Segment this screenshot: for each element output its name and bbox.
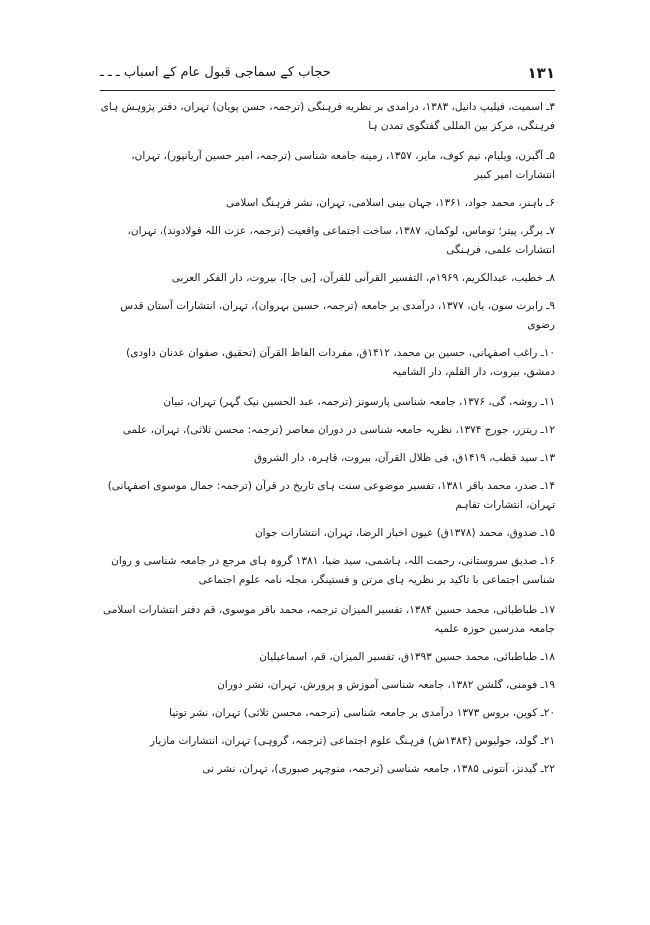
running-title: حجاب کے سماجی قبول عام کے اسباب ـ ـ ـ: [100, 65, 331, 80]
reference-item: ۶ـ باہنر، محمد جواد، ۱۳۶۱، جہان بینی اسلامی، تہران، نشر فرہنگ اسلامی: [225, 197, 555, 209]
reference-item: ۲۰ـ کوین، بروس ۱۳۷۳ درآمدی بر جامعہ شناسی (ترجمہ، محسن ثلاثی) تہران، نشر توتیا: [169, 707, 555, 719]
reference-item: ۱۷ـ طباطبائی، محمد حسین ۱۳۸۴، تفسیر المیزان ترجمہ، محمد باقر موسوی، قم دفتر انتشارات اسلامی جامعہ مدرسین حوزہ علمیہ: [103, 604, 555, 635]
reference-item: ۲۱ـ گولد، جولیوس (۱۳۸۴ش) فرہنگ علوم اجتماعی (ترجمہ، گروہی) تہران، انتشارات مازیار: [150, 735, 555, 747]
reference-item: ۱۸ـ طباطبائی، محمد حسین ۱۳۹۳ق، تفسیر المیزان، قم، اسماعیلیان: [259, 651, 555, 663]
header-rule: [100, 90, 555, 91]
reference-item: ۸ـ خطیب، عبدالکریم، ۱۹۶۹م، التفسیر القرآنی للقرآن، [بی جا]، بیروت، دار الفکر العربی: [171, 272, 555, 284]
reference-item: ۱۵ـ صدوق، محمد (۱۳۷۸ق) عیون اخبار الرضا، تہران، انتشارات جوان: [254, 527, 555, 539]
reference-list: [100, 98, 555, 779]
reference-item: ۱۰ـ راغب اصفہانی، حسین بن محمد، ۱۴۱۲ق، مفردات الفاظ القرآن (تحقیق، صفوان عدنان داودی) دمشق، بیروت، دار القلم، دار الشامیہ: [126, 347, 555, 378]
page-number: ۱۳۱: [527, 64, 555, 82]
reference-item: ۷ـ برگر، پیتر؛ توماس، لوکمان، ۱۳۸۷، ساخت اجتماعی واقعیت (ترجمہ، عزت اللہ فولادوند)، تہران، انتشارات علمی، فرہنگی: [127, 225, 555, 256]
reference-item: ۱۲ـ ریتزر، جورج ۱۳۷۴، نظریہ جامعہ شناسی در دوران معاصر (ترجمہ: محسن ثلاثی)، تہران، علمی: [122, 424, 555, 436]
reference-item: ۵ـ آگبرن، ویلیام، نیم کوف، مایر، ۱۳۵۷، زمینه جامعه شناسی (ترجمہ، امیر حسین آریانپور)، تہران، انتشارات امیر کبیر: [131, 150, 555, 181]
reference-item: ۹ـ رابرت سون، یان، ۱۳۷۷، درآمدی بر جامعه (ترجمہ، حسین بہروان)، تہران، انتشارات آستان قدس رضوی: [120, 300, 555, 331]
reference-item: ۱۹ـ فومنی، گلشن ۱۳۸۲، جامعہ شناسی آموزش و پرورش، تہران، نشر دوران: [217, 679, 555, 691]
reference-item: ۱۱ـ روشہ، گی، ۱۳۷۶، جامعہ شناسی پارسونز (ترجمہ، عبد الحسین نیک گہر) تہران، تبیان: [163, 396, 555, 408]
reference-item: ۱۳ـ سید قطب، ۱۴۱۹ق، فی ظلال القرآن، بیروت، قاہرہ، دار الشروق: [253, 452, 555, 464]
reference-item: ۱۶ـ صدیق سروستانی، رحمت اللہ، ہاشمی، سید ضیا، ۱۳۸۱ گروہ ہای مرجع در جامعہ شناسی و روان شناسی اجتماعی با تاکید بر نظریہ ہای مرتن و فستینگر، مجلہ نامہ علوم اجتماعی: [111, 555, 555, 586]
reference-item: ۳ـ اسمیت، فیلیپ دانیل، ۱۳۸۳، درامدی بر نظریه فرہنگی (ترجمہ، حسن پویان) تہران، دفتر پژوہش ہای فرہنگی، مرکز بین المللی گفتگوی تمدن ہا: [100, 101, 555, 132]
running-header: [100, 64, 555, 88]
reference-item: ۱۴ـ صدر، محمد باقر ۱۳۸۱، تفسیر موضوعی سنت ہای تاریخ در قرآن (ترجمہ: جمال موسوی اصفہانی) تہران، انتشارات تفاہم: [107, 480, 555, 511]
reference-item: ۲۲ـ گیدنز، آنتونی ۱۳۸۵، جامعہ شناسی (ترجمہ، منوچہر صبوری)، تہران، نشر نی: [202, 763, 555, 775]
